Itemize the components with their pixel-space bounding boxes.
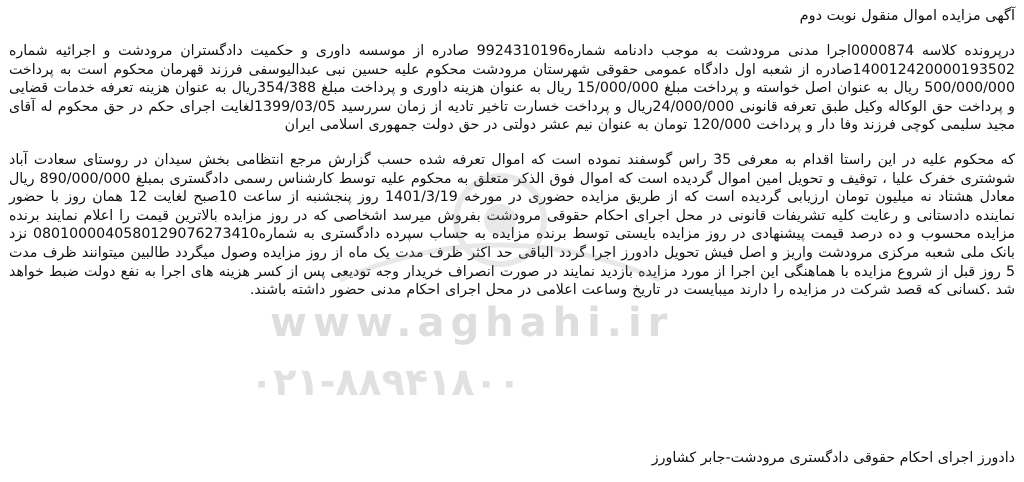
notice-signature: دادورز اجرای احکام حقوقی دادگستری مرودشت-جابر کشاورز (651, 450, 1015, 466)
notice-title: آگهی مزایده اموال منقول نوبت دوم (799, 8, 1015, 24)
notice-paragraph-auction: که محکوم علیه در این راستا اقدام به معرفی 35 راس گوسفند نموده است که اموال تعرفه شده حسب گزارش مرجع انتظامی بخش سیدان در روستای سعادت آباد شوشتری خفرک علیا ، توقیف و تحویل امین اموال گردیده است که اموال فوق الذکر متعلق به محکوم علیه توسط کارشناس رسمی دادگستری بمبلغ 890/000/000 ریال معادل هشتاد نه میلیون تومان ارزیابی گردیده است که از طریق مزایده حضوری در مورخه 1401/3/19 روز پنجشنبه از ساعت 10صبح لغایت 12 همان روز با حضور نماینده دادستانی و رعایت کلیه تشریفات قانونی در محل اجرای احکام حقوقی مرودشت بفروش میرسد اشخاصی که در روز مزایده بالاترین قیمت را اعلام نمایند برنده مزایده محسوب و ده درصد قیمت پیشنهادی در روز مزایده بایستی توسط برنده مزایده به حساب سپرده دادگستری به شماره0801000040580129076273410 نزد بانک ملی شعبه مرکزی مرودشت واریز و اصل فیش تحویل دادورز اجرا گردد الباقی حد اکثر ظرف مدت یک ماه از روز مزایده وصول میگردد طالبین میتوانند ظرف مدت 5 روز قبل از شروع مزایده با هماهنگی این اجرا از مورد مزایده بازدید نمایند در صورت انصراف خریدار وجه تودیعی پس از کسر هزینه های اجرا به نفع دولت ضبط خواهد شد .کسانی که قصد شرکت در مزایده را دارند میبایست در تاریخ وساعت اعلامی در محل اجرای احکام مدنی حضور داشته باشند. (9, 151, 1016, 299)
watermark-phone: ۰۲۱-۸۸۹۴۱۸۰۰ (250, 360, 521, 404)
notice-paragraph-case: درپرونده کلاسه 0000874اجرا مدنی مرودشت به موجب دادنامه شماره9924310196 صادره از موسسه داوری و حکمیت دادگستران مرودشت و اجرائیه شماره 140012420000193502صادره از شعبه اول دادگاه عمومی حقوقی شهرستان مرودشت محکوم علیه حسین نبی عبدالیوسفی فرزند قهرمان محکوم است به پرداخت 500/000/000 ریال به عنوان اصل خواسته و پرداخت مبلغ 15/000/000 ریال به عنوان هزینه داوری و پرداخت مبلغ 354/388ریال به عنوان هزینه تعرفه خدمات قضایی و پرداخت حق الوکاله وکیل طبق تعرفه قانونی 24/000/000ریال و پرداخت خسارت تاخیر تادیه از زمان سررسید 1399/03/05لغایت اجرای حکم در حق محکوم له آقای مجید سلیمی کوچی فرزند وفا دار و پرداخت 120/000 تومان به عنوان نیم عشر دولتی در حق دولت جمهوری اسلامی ایران (9, 43, 1016, 134)
watermark-text: www.aghahi.ir (270, 300, 674, 346)
